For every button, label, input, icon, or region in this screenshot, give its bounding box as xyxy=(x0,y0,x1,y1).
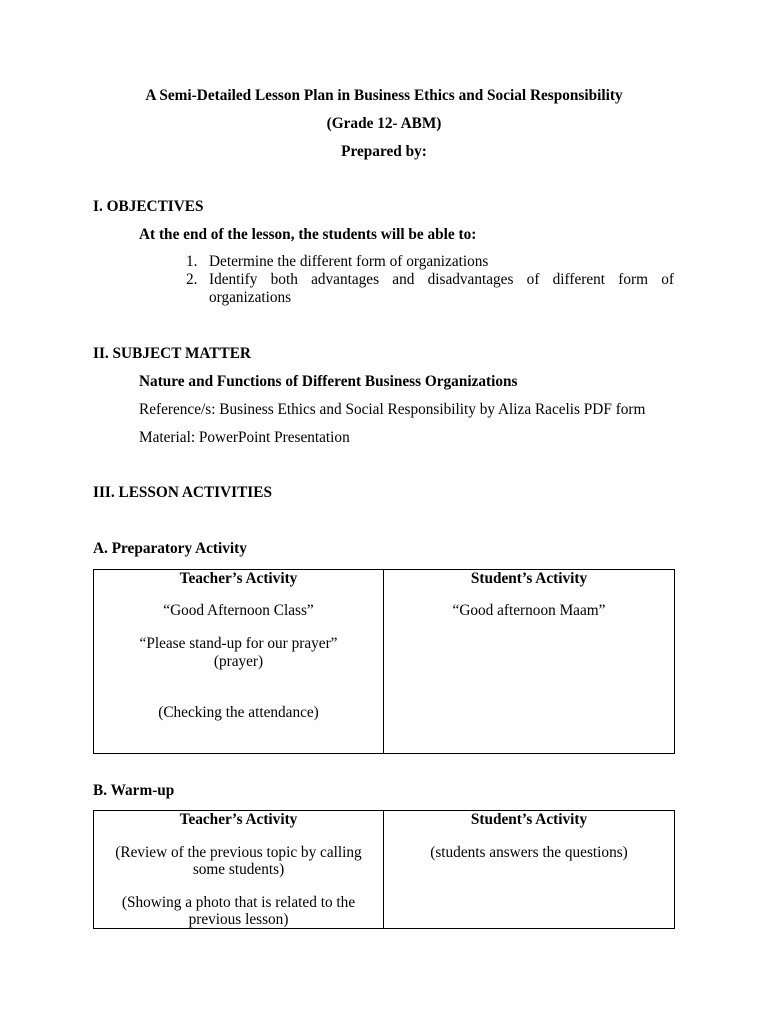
warm-up-heading: B. Warm-up xyxy=(93,782,175,799)
subject-material: Material: PowerPoint Presentation xyxy=(139,429,350,446)
subject-reference: Reference/s: Business Ethics and Social Responsibility by Aliza Racelis PDF form xyxy=(139,401,646,418)
teacher-activity-column xyxy=(94,811,384,928)
preparatory-activity-heading: A. Preparatory Activity xyxy=(93,540,247,557)
student-activity-line: “Good afternoon Maam” xyxy=(452,602,606,619)
teacher-activity-header: Teacher’s Activity xyxy=(179,811,298,828)
document-title: A Semi-Detailed Lesson Plan in Business Ethics and Social Responsibility xyxy=(145,87,623,104)
preparatory-activity-table xyxy=(93,569,675,754)
grade-level: (Grade 12- ABM) xyxy=(326,115,442,132)
student-activity-line: (students answers the questions) xyxy=(430,844,628,861)
objective-text: Determine the different form of organizations xyxy=(209,253,489,270)
objectives-heading: I. OBJECTIVES xyxy=(93,198,204,215)
lesson-activities-heading: III. LESSON ACTIVITIES xyxy=(93,484,272,501)
student-activity-header: Student’s Activity xyxy=(470,811,588,828)
teacher-activity-column xyxy=(94,570,384,753)
teacher-activity-line: (prayer) xyxy=(213,653,264,670)
teacher-activity-header: Teacher’s Activity xyxy=(179,570,298,587)
warm-up-table xyxy=(93,810,675,929)
objective-text: Identify both advantages and disadvantages of different form of organizations xyxy=(209,271,674,306)
subject-matter-heading: II. SUBJECT MATTER xyxy=(93,345,251,362)
objective-number: 2. xyxy=(186,271,198,288)
teacher-activity-line: “Good Afternoon Class” xyxy=(163,602,314,619)
objective-number: 1. xyxy=(186,253,198,270)
prepared-by: Prepared by: xyxy=(341,143,427,160)
teacher-activity-line: “Please stand-up for our prayer” xyxy=(139,635,338,652)
student-activity-column xyxy=(384,811,674,928)
objectives-intro: At the end of the lesson, the students will be able to: xyxy=(139,226,477,243)
student-activity-column xyxy=(384,570,674,753)
student-activity-header: Student’s Activity xyxy=(470,570,588,587)
teacher-activity-line: (Checking the attendance) xyxy=(158,704,319,721)
teacher-activity-line: (Showing a photo that is related to the previous lesson) xyxy=(121,894,356,928)
subject-topic: Nature and Functions of Different Business Organizations xyxy=(139,373,518,390)
teacher-activity-line: (Review of the previous topic by calling some students) xyxy=(115,844,362,878)
